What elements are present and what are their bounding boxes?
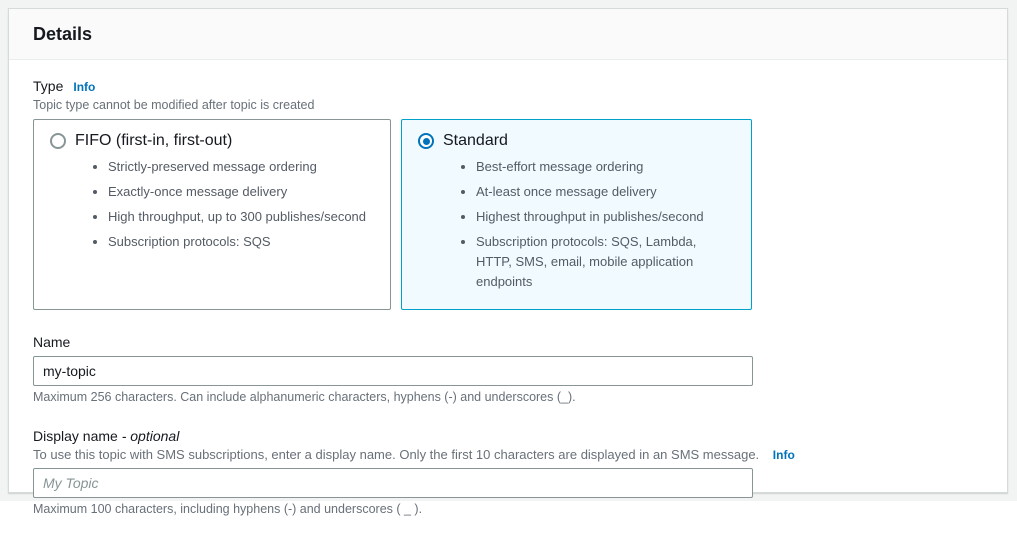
name-input[interactable] bbox=[33, 356, 753, 386]
list-item: • Strictly-preserved message ordering bbox=[108, 157, 374, 177]
tile-fifo-bullets bbox=[50, 157, 374, 252]
tile-fifo-title: FIFO (first-in, first-out) bbox=[75, 132, 233, 149]
list-item: • Highest throughput in publishes/second bbox=[476, 207, 735, 227]
display-name-hint: Maximum 100 characters, including hyphens (-) and underscores ( _ ). bbox=[33, 502, 423, 516]
list-item: • Exactly-once message delivery bbox=[108, 182, 374, 202]
name-field-group bbox=[33, 334, 983, 404]
display-name-optional-suffix: - optional bbox=[121, 428, 180, 444]
list-item: • Subscription protocols: SQS, Lambda, HTTP, SMS, email, mobile application endpoints bbox=[476, 232, 735, 292]
list-item: • Best-effort message ordering bbox=[476, 157, 735, 177]
display-name-input[interactable] bbox=[33, 468, 753, 498]
name-label: Name bbox=[33, 334, 71, 350]
list-item: • At-least once message delivery bbox=[476, 182, 735, 202]
list-item: • Subscription protocols: SQS bbox=[108, 232, 374, 252]
display-name-label bbox=[33, 428, 983, 444]
details-panel bbox=[8, 8, 1008, 516]
type-constraint: Topic type cannot be modified after topic is created bbox=[33, 98, 315, 112]
display-name-label-text: Display name bbox=[33, 428, 118, 444]
type-tiles bbox=[33, 119, 983, 310]
details-panel-header bbox=[9, 9, 1007, 60]
radio-fifo-icon[interactable] bbox=[50, 133, 66, 149]
type-field bbox=[33, 78, 983, 310]
name-hint: Maximum 256 characters. Can include alphanumeric characters, hyphens (-) and underscores (_). bbox=[33, 390, 576, 404]
display-name-description-text: To use this topic with SMS subscriptions, enter a display name. Only the first 10 characters are displayed in an SMS message. bbox=[33, 447, 760, 462]
details-panel-body bbox=[9, 60, 1007, 540]
list-item: • High throughput, up to 300 publishes/second bbox=[108, 207, 374, 227]
display-name-field-group bbox=[33, 428, 983, 516]
type-label: Type bbox=[33, 78, 64, 94]
type-info-link[interactable]: Info bbox=[73, 80, 96, 94]
page-title: Details bbox=[33, 24, 93, 44]
tile-fifo[interactable] bbox=[33, 119, 391, 310]
tile-standard-title: Standard bbox=[443, 132, 508, 149]
radio-standard-icon[interactable] bbox=[418, 133, 434, 149]
display-name-info-link[interactable]: Info bbox=[772, 448, 795, 462]
tile-standard-bullets bbox=[418, 157, 735, 292]
tile-standard[interactable] bbox=[401, 119, 752, 310]
display-name-description bbox=[33, 447, 983, 462]
